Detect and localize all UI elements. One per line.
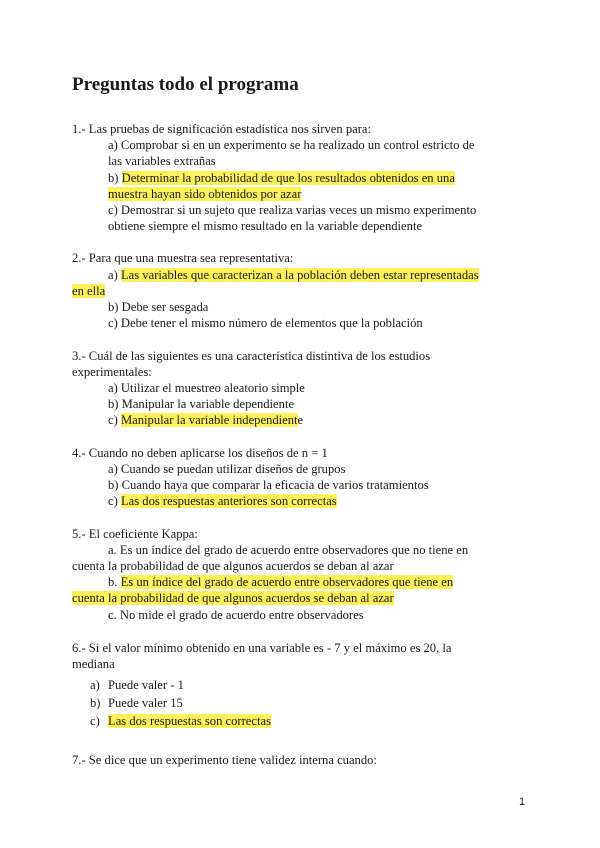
question-1-option-a-line-2: las variables extrañas xyxy=(108,154,216,168)
option-label: b) xyxy=(90,696,101,710)
question-2-option-c: c) Debe tener el mismo número de elementos que la población xyxy=(108,316,423,330)
option-label: b. xyxy=(108,575,121,589)
question-1-option-b-line-2 xyxy=(108,186,301,202)
option-suffix: e xyxy=(297,413,304,427)
question-5-option-a-line-1: a. Es un índice del grado de acuerdo entre observadores que no tiene en xyxy=(108,543,469,557)
question-2-text: 2.- Para que una muestra sea representativa: xyxy=(72,251,294,265)
highlighted-answer: Las dos respuestas anteriores son correctas xyxy=(120,494,337,508)
question-6-option-a xyxy=(90,677,184,693)
question-3-option-a: a) Utilizar el muestreo aleatorio simple xyxy=(108,381,305,395)
option-label: b) xyxy=(108,171,122,185)
highlighted-answer: Las dos respuestas son correctas xyxy=(108,714,271,728)
highlighted-answer: en ella xyxy=(72,284,106,298)
highlighted-answer: Las variables que caracterizan a la población deben estar representadas xyxy=(120,268,479,282)
option-label: c) xyxy=(90,714,100,728)
highlighted-answer: cuenta la probabilidad de que algunos acuerdos se deban al azar xyxy=(72,591,394,605)
question-1-option-c-line-1: c) Demostrar si un sujeto que realiza varias veces un mismo experimento xyxy=(108,203,477,217)
question-1-option-b xyxy=(108,170,455,186)
question-2-option-a-line-2 xyxy=(72,283,105,299)
page-number: 1 xyxy=(519,796,526,808)
question-5-option-c: c. No mide el grado de acuerdo entre observadores xyxy=(108,608,364,622)
highlighted-answer: Determinar la probabilidad de que los resultados obtenidos en una xyxy=(121,171,455,185)
question-7-text: 7.- Se dice que un experimento tiene validez interna cuando: xyxy=(72,753,377,767)
question-5-option-a-line-2: cuenta la probabilidad de que algunos acuerdos se deban al azar xyxy=(72,559,394,573)
option-label: c) xyxy=(108,494,121,508)
question-3-text-line-2: experimentales: xyxy=(72,365,152,379)
question-1-option-c-line-2: obtiene siempre el mismo resultado en la variable dependiente xyxy=(108,219,423,233)
question-4-option-b: b) Cuando haya que comparar la eficacia de varios tratamientos xyxy=(108,478,429,492)
question-6-option-b xyxy=(90,695,183,711)
question-6-text-line-2: mediana xyxy=(72,657,115,671)
option-label: a) xyxy=(90,678,100,692)
option-text: Puede valer 15 xyxy=(108,696,183,710)
question-4-text: 4.- Cuando no deben aplicarse los diseños de n = 1 xyxy=(72,446,328,460)
question-3-option-b: b) Manipular la variable dependiente xyxy=(108,397,295,411)
question-6-option-c xyxy=(90,713,271,729)
question-5-option-b-line-2 xyxy=(72,590,394,606)
question-1-option-a-line-1: a) Comprobar si en un experimento se ha realizado un control estricto de xyxy=(108,138,475,152)
highlighted-answer: Manipular la variable independient xyxy=(120,413,298,427)
option-label: c) xyxy=(108,413,121,427)
option-label: a) xyxy=(108,268,121,282)
question-4-option-c xyxy=(108,493,337,509)
question-3-text-line-1: 3.- Cuál de las siguientes es una característica distintiva de los estudios xyxy=(72,349,431,363)
question-5-option-b xyxy=(108,574,453,590)
question-1-text: 1.- Las pruebas de significación estadística nos sirven para: xyxy=(72,122,372,136)
option-text: Puede valer - 1 xyxy=(108,678,184,692)
question-2-option-b: b) Debe ser sesgada xyxy=(108,300,209,314)
highlighted-answer: muestra hayan sido obtenidos por azar xyxy=(108,187,302,201)
question-4-option-a: a) Cuando se puedan utilizar diseños de grupos xyxy=(108,462,346,476)
question-6-text-line-1: 6.- Si el valor mínimo obtenido en una variable es - 7 y el máximo es 20, la xyxy=(72,641,452,655)
question-5-text: 5.- El coeficiente Kappa: xyxy=(72,527,198,541)
question-3-option-c xyxy=(108,412,303,428)
page-title: Preguntas todo el programa xyxy=(72,74,299,95)
question-2-option-a xyxy=(108,267,479,283)
highlighted-answer: Es un índice del grado de acuerdo entre observadores que tiene en xyxy=(120,575,454,589)
